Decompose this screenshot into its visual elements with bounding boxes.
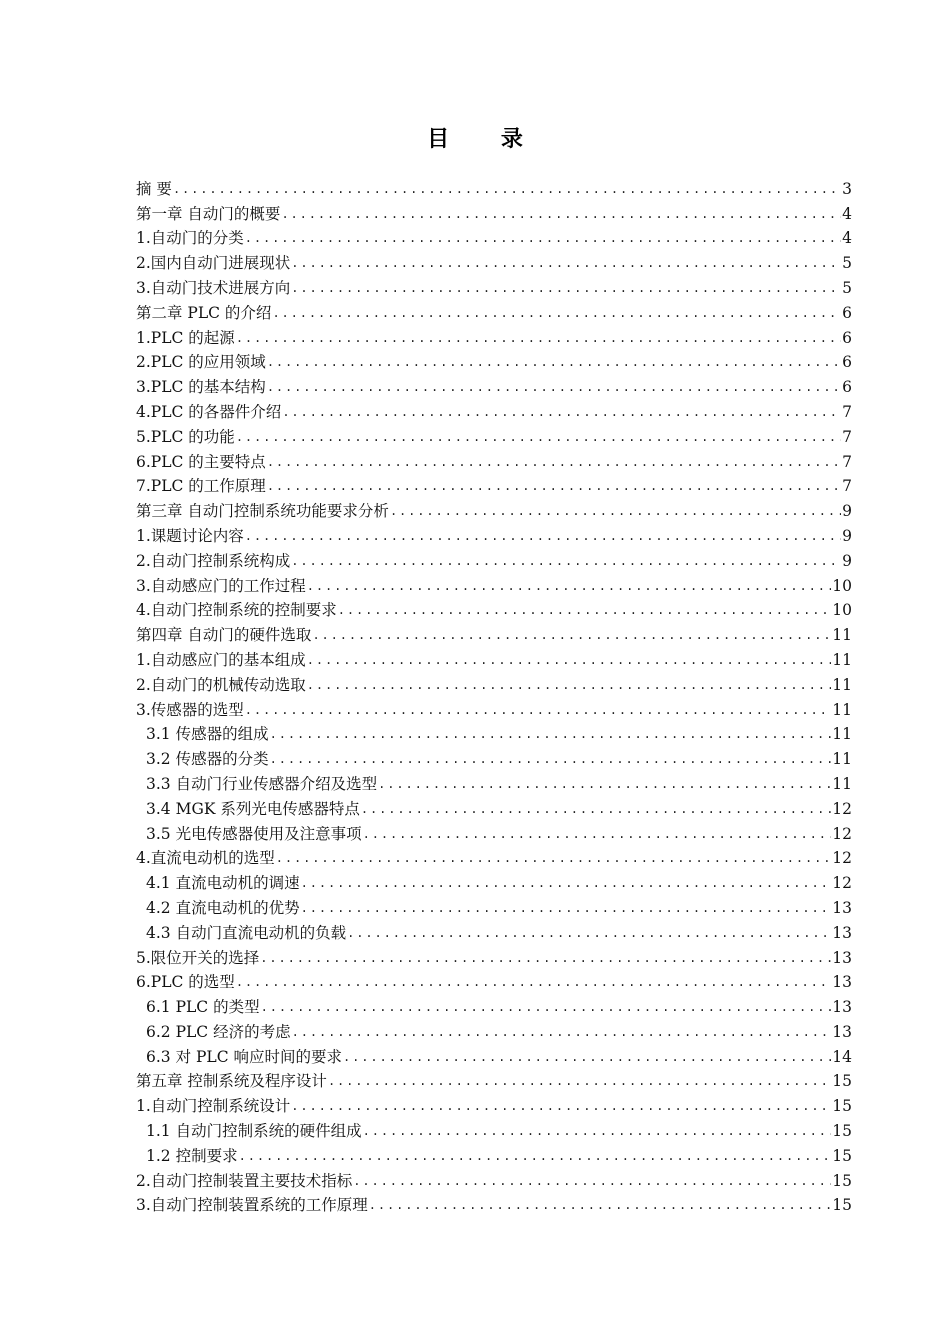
dot-leader [328,1071,831,1091]
toc-entry[interactable] [136,472,852,497]
toc-entry-page-number: 15 [832,1072,852,1091]
toc-entry-label: 第三章 自动门控制系统功能要求分析 [136,502,389,521]
dot-leader [307,650,831,670]
toc-entry-label: 1.自动门控制系统设计 [136,1097,291,1116]
dot-leader [236,972,831,992]
toc-entry[interactable] [136,1091,852,1116]
toc-entry[interactable] [136,868,852,893]
toc-entry-label: 7.PLC 的工作原理 [136,477,266,496]
dot-leader [291,551,841,571]
toc-entry-page-number: 6 [842,328,852,347]
toc-entry-label: 6.PLC 的主要特点 [136,452,266,471]
toc-entry[interactable] [136,1042,852,1067]
dot-leader [267,377,841,397]
toc-entry[interactable] [136,645,852,670]
toc-entry-label: 4.PLC 的各器件介绍 [136,402,282,421]
dot-leader [292,1022,832,1042]
toc-entry-page-number: 15 [832,1097,852,1116]
dot-leader [245,526,841,546]
toc-entry-label: 1.课题讨论内容 [136,526,244,545]
dot-leader [353,1171,831,1191]
toc-entry[interactable] [136,1116,852,1141]
dot-leader [301,873,832,893]
toc-entry[interactable] [136,1017,852,1042]
toc-entry-label: 1.自动门的分类 [136,229,244,248]
dot-leader [239,1146,832,1166]
toc-entry-label: 1.PLC 的起源 [136,328,235,347]
dot-leader [261,997,832,1017]
toc-entry-page-number: 11 [832,725,852,744]
toc-entry-label: 5.PLC 的功能 [136,427,235,446]
toc-entry-page-number: 9 [842,551,852,570]
dot-leader [361,799,831,819]
toc-entry[interactable] [136,397,852,422]
dot-leader [307,576,831,596]
toc-entry-label: 3.3 自动门行业传感器介绍及选型 [146,774,378,793]
toc-entry[interactable] [136,298,852,323]
dot-leader [291,1096,831,1116]
toc-entry-page-number: 7 [842,477,852,496]
dot-leader [347,923,831,943]
toc-entry-label: 3.自动门控制装置系统的工作原理 [136,1196,368,1215]
toc-entry[interactable] [136,893,852,918]
toc-entry[interactable] [136,323,852,348]
toc-entry-label: 第四章 自动门的硬件选取 [136,626,312,645]
toc-entry-page-number: 13 [832,923,852,942]
toc-entry-label: 摘 要 [136,179,172,198]
dot-leader [270,724,832,744]
toc-entry-page-number: 5 [842,254,852,273]
toc-entry-page-number: 11 [832,750,852,769]
toc-entry-label: 4.3 自动门直流电动机的负载 [146,923,347,942]
toc-entry-page-number: 15 [832,1146,852,1165]
dot-leader [390,501,841,521]
toc-entry-label: 6.1 PLC 的类型 [146,998,260,1017]
toc-entry[interactable] [136,844,852,869]
toc-entry[interactable] [136,521,852,546]
toc-entry-page-number: 12 [832,849,852,868]
dot-leader [236,328,841,348]
dot-leader [338,600,831,620]
dot-leader [245,228,841,248]
toc-entry-page-number: 11 [832,774,852,793]
dot-leader [343,1047,831,1067]
toc-entry[interactable] [136,943,852,968]
toc-entry-label: 第二章 PLC 的介绍 [136,303,272,322]
toc-entry-label: 2.自动门控制装置主要技术指标 [136,1171,353,1190]
toc-entry[interactable] [136,348,852,373]
dot-leader [260,948,831,968]
dot-leader [312,625,831,645]
toc-entry-page-number: 4 [842,204,852,223]
toc-entry[interactable] [136,720,852,745]
toc-entry-label: 2.国内自动门进展现状 [136,254,291,273]
dot-leader [369,1195,831,1215]
dot-leader [363,824,832,844]
toc-entry[interactable] [136,968,852,993]
toc-entry-label: 1.自动感应门的基本组成 [136,650,306,669]
toc-entry-page-number: 7 [842,427,852,446]
dot-leader [272,303,841,323]
toc-entry-label: 3.1 传感器的组成 [146,725,269,744]
toc-entry[interactable] [136,596,852,621]
toc-entry-label: 3.传感器的选型 [136,700,244,719]
toc-entry[interactable] [136,670,852,695]
dot-leader [307,675,831,695]
toc-entry[interactable] [136,1166,852,1191]
dot-leader [276,848,831,868]
dot-leader [267,352,841,372]
toc-entry-label: 1.2 控制要求 [146,1146,238,1165]
toc-entry-page-number: 5 [842,278,852,297]
dot-leader [173,179,841,199]
toc-entry-label: 3.自动感应门的工作过程 [136,576,306,595]
toc-entry-label: 4.直流电动机的选型 [136,849,275,868]
dot-leader [281,204,841,224]
toc-entry[interactable] [136,620,852,645]
toc-entry-page-number: 6 [842,378,852,397]
toc-entry-page-number: 12 [832,874,852,893]
toc-entry-page-number: 13 [832,1022,852,1041]
toc-entry-label: 3.2 传感器的分类 [146,750,269,769]
dot-leader [270,749,832,769]
dot-leader [291,278,841,298]
toc-entry-page-number: 11 [832,650,852,669]
toc-entry[interactable] [136,744,852,769]
toc-entry-page-number: 14 [832,1047,852,1066]
dot-leader [267,452,841,472]
toc-entry[interactable] [136,422,852,447]
toc-entry-page-number: 6 [842,353,852,372]
toc-entry-label: 3.PLC 的基本结构 [136,378,266,397]
toc-entry-label: 2.PLC 的应用领域 [136,353,266,372]
toc-entry-label: 6.PLC 的选型 [136,973,235,992]
toc-title: 目 录 [427,127,545,152]
toc-entry-label: 4.自动门控制系统的控制要求 [136,601,337,620]
dot-leader [245,700,831,720]
toc-entry-label: 2.自动门控制系统构成 [136,551,291,570]
toc-entry-page-number: 7 [842,452,852,471]
toc-entry-page-number: 10 [832,576,852,595]
toc-entry[interactable] [136,992,852,1017]
dot-leader [236,427,841,447]
toc-entry[interactable] [136,1141,852,1166]
toc-entry[interactable] [136,273,852,298]
toc-entry[interactable] [136,1067,852,1092]
toc-entry[interactable] [136,794,852,819]
toc-entry[interactable] [136,372,852,397]
toc-entry[interactable] [136,199,852,224]
toc-entry[interactable] [136,248,852,273]
dot-leader [301,898,832,918]
toc-entry[interactable] [136,769,852,794]
toc-entry-page-number: 7 [842,402,852,421]
toc-entry[interactable] [136,1191,852,1216]
toc-entry[interactable] [136,546,852,571]
toc-entry-label: 3.4 MGK 系列光电传感器特点 [146,799,360,818]
dot-leader [378,774,831,794]
dot-leader [267,476,841,496]
toc-entry-page-number: 12 [832,799,852,818]
toc-entry-label: 第一章 自动门的概要 [136,204,281,223]
toc-entry-page-number: 15 [832,1196,852,1215]
toc-entry-page-number: 12 [832,824,852,843]
toc-entry-label: 5.限位开关的选择 [136,948,260,967]
toc-entry[interactable] [136,174,852,199]
dot-leader [282,402,841,422]
toc-entry[interactable] [136,496,852,521]
toc-entry-page-number: 9 [842,526,852,545]
toc-entry-label: 3.5 光电传感器使用及注意事项 [146,824,362,843]
toc-entry-label: 6.3 对 PLC 响应时间的要求 [146,1047,343,1066]
toc-entry-page-number: 15 [832,1171,852,1190]
toc-entry-page-number: 11 [832,675,852,694]
toc-entry-label: 1.1 自动门控制系统的硬件组成 [146,1122,362,1141]
toc-entry-page-number: 9 [842,502,852,521]
toc-entry-page-number: 6 [842,303,852,322]
dot-leader [363,1121,832,1141]
toc-entry-page-number: 10 [832,601,852,620]
toc-entry-label: 4.2 直流电动机的优势 [146,898,300,917]
toc-entry-page-number: 15 [832,1122,852,1141]
toc-entry[interactable] [136,447,852,472]
toc-entry-page-number: 13 [832,898,852,917]
toc-entry[interactable] [136,571,852,596]
toc-entry-page-number: 4 [842,229,852,248]
toc-entry-label: 3.自动门技术进展方向 [136,278,291,297]
toc-entry[interactable] [136,918,852,943]
toc-entry-page-number: 11 [832,700,852,719]
toc-entry-page-number: 3 [842,179,852,198]
toc-entry-label: 第五章 控制系统及程序设计 [136,1072,327,1091]
toc-entry-page-number: 13 [832,948,852,967]
toc-entry-page-number: 13 [832,998,852,1017]
toc-entry[interactable] [136,224,852,249]
toc-entry[interactable] [136,819,852,844]
toc-entry-label: 2.自动门的机械传动选取 [136,675,306,694]
toc-entry[interactable] [136,695,852,720]
dot-leader [291,253,841,273]
toc-entry-label: 6.2 PLC 经济的考虑 [146,1022,291,1041]
toc-entry-label: 4.1 直流电动机的调速 [146,874,300,893]
table-of-contents [136,174,852,1215]
toc-entry-page-number: 13 [832,973,852,992]
toc-entry-page-number: 11 [832,626,852,645]
